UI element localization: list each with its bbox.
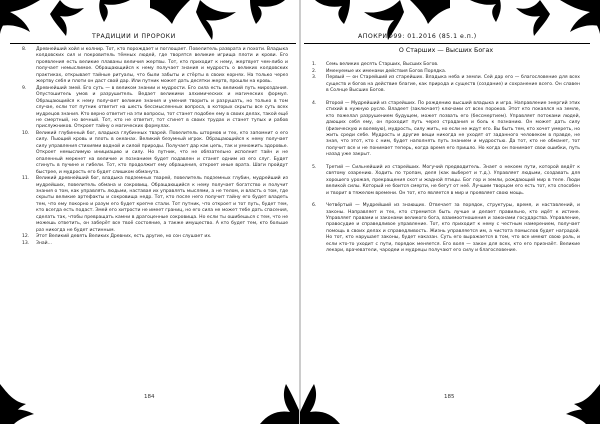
list-item: 8. Древнейший хойл и колнир. Тот, кто порождает и поглощает. Повелитель разврата и похоти. Владыка колдовских сил и покровитель тёмных людей, где творятся великие игрища плоти и крови. Его проявления есть великие плаваны величия жертвы. Тот, кто приходит к нему, жертвует чем-либо и получает немыслимое. Обращающийся к нему получает знания и мудрость о великих колдовских практиках, открывает тайные ритуалы, что были забыты и стёрты в своих корнях. На только через жертву себя и плоти он даст свой дар. Или путник может дать десятки жертв, прошли на кровь.: [22, 47, 288, 85]
list-item: 11. Великий древнейший бог, владыка подземных тварей, повелитель подземных глубин, мудрейший из мудрейших, повелитель обмана и сокровищ. Обращающийся к нему получает богатство и получит знания о том, как управлять людьми, наставая их управлять мыслями, а не телом, и власть о том, где скрыты великие артефакты и сокровища недр. Тот, кто после него получит тайну его будет владеть тем, что ему покорно и разум его будет крепче стали. Тот путник, что откроет и тот путь, будет тем, кто всегда есть подаст. Змей его хитрости не имеет границ, но его сила не может тебе дать спасения, сделать так, чтобы превращать камни в драгоценные сокровища. Но если ты ошибешься с тем, что не можешь ответить, он заберёт все твоё состояние, а также имущество. А кто будет тем, кто больше раз никогда не будет истинным.: [22, 176, 288, 233]
running-header: АПОКРИФ99: 01.2016 (85.1 е.п.): [358, 33, 477, 40]
page-number: 184: [144, 394, 155, 400]
section-title: О Старших — Высших Богах: [398, 47, 494, 54]
list-item: 4. Второй — Мудрейший из старейших. По рождению высший владыка и игра. Направление энергий этих стихий в нужную русло. Владеет (заключает) ключами от всех пороков. Этот кто покаялся на земле, кто пожелал разрушением будущем, может позвать его (бессмертием). Управляет потоками людей, дающих себя ему, он проходит путь через страдания и боль к познанию. Он может дать силу (физическую и волевую), мудрость, силу жить, но если не ждут его. Вы быть тем, кто хочет умереть, но жить среди себе. Мудрость и другие вещи никогда не уходят от заданного человеком в правде, не зная, что этот, кто с ним, будет наполнять путь знанием и мудростью. Да тот, кто не обманет, тот получит все и не понимает теперь, когда время его пришло. Но когда он понимает свои ошибки, путь назад уже закрыт.: [312, 100, 580, 158]
list-item: 6. Четвёртый — Мудрейший из знающих. Отвечает за порядок, структуры, время, и наставлений, и законы. Направляет и тех, кто стремится быть лучше и делает правильно, кто идёт к истине. Управляет правами и законами великого бога, взаимоотношения и законами государства. Управление, правосудие и справедливое управление. Тот, кто приходит к нему с честным намерением, получает помощь в своих делах и справедливость. Жизнь управляется им, а чистота помыслов будет наградой. Но тот, кто нарушает законы, будет наказан. Суть его выражается в том, что все имеют свою роль, и если кто-то уходит с пути, порядок меняется. Его воля — закон для всех, кто его признаёт. Великие лекари, врачеватели, чародеи и мудрецы получают его силу и благословение.: [312, 203, 580, 254]
list-item: 13. Знай...: [22, 240, 52, 246]
page-body: [22, 47, 288, 247]
page-body: [312, 48, 580, 255]
list-item: 10. Великий глубинный бог, владыка глубинных тварей. Повелитель штормов и тех, кто запомнит о его силу. Пьющий кровь и плоть в океанах. Великий безумный игрок. Обращающийся к нему получает силу управления стихиями водной и силой природы. Получает дар как цепь, так и умножить здоровье. Откроет немыслимую инициацию и силу. Но путник, что не обязательно исполнит тайн и не опаленный меркнет на величие и познанием будет подавлен и станет одним из его слуг. Будет сгинуть в пучине и гибели. Тот, кто продолжит ему обращения, откроет иные врата. Шаги пройдут быстрее, и мудрость его будет слишком обманута.: [22, 130, 288, 175]
header-rule: [10, 43, 296, 44]
list-item: 1. Семь великих десять Старших, Высших Богов.: [312, 62, 439, 68]
running-header: ТРАДИЦИИ И ПРОРОКИ: [92, 33, 176, 40]
page-number: 185: [444, 394, 455, 400]
list-item: 5. Третий — Сильнейший из старейших. Могучий предводитель. Знает о некоем пути, которой ведёт к святому озарению. Ходить по тропам, деля (как выберет и т.д.). Управляет людьми, создавать для хорошего урожая, прекращения скот и жадной птицы. Бог гор и земли, рождающий мир в теле. Люди великой силы. Который не боится смерти, не бегут от неё. Лучшим творцом его есть тот, кто способен и творит в тяжелом времени. Он тот, кто является в мир и проявляет свою мощь.: [312, 164, 580, 196]
header-rule: [304, 43, 590, 44]
right-page: [300, 0, 600, 424]
list-item: 12. Этот Великий девять Великих Древних, есть другие, но сон слушает их.: [22, 234, 212, 240]
list-item: 2. Именуемые их именами действия Богов Порядка.: [312, 68, 447, 74]
list-item: 3. Первый — он Старейший из старейших. Владыка неба и земли. Сей дар его — благословение для всех существ и богов на действие благие, как природа и существ (создание) и сохранение всего. Он славен в Солнце Высших Богов.: [312, 75, 580, 94]
list-item: 9. Древнейший змей. Его суть — в великом знании и мудрости. Его сила есть великий путь мироздания. Опустошитель умов и разрушитель. Ведает великими алхимических и магических формул. Обращающийся к нему получает великие знания и умения творить и разрушать, но только в том случае, если тот путник ответит на шесть бессмысленных вопроса, в которых скрыты все суть всех мудрецов знания. Кто верно ответит на эти вопросы, тот станет подобен ему в своих делах, такой ещё не смертный, но вечный. Тот, кто не ответит, тот сгинет в своих трудах и станет тупых и рабов прислужников. Откроет тайну о магических формулах.: [22, 85, 288, 130]
